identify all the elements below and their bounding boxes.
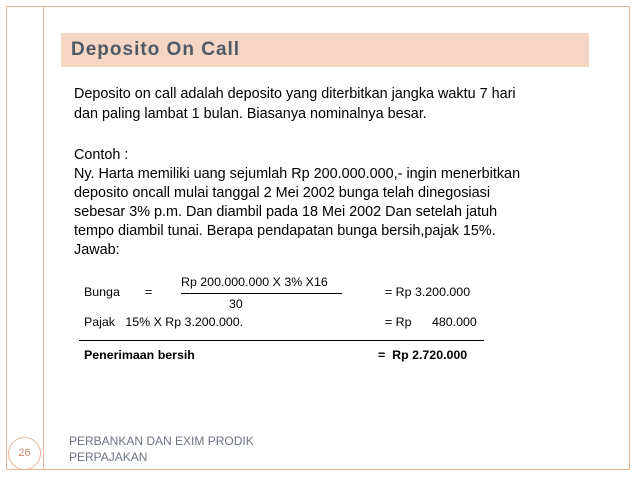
pajak-value: 480.000 [432,315,477,329]
example-line-2: Ny. Harta memiliki uang sejumlah Rp 200.000.000,- ingin menerbitkan [74,166,521,182]
page-number: 26 [18,447,31,459]
fraction-numerator: Rp 200.000.000 X 3% X16 [181,275,328,289]
bunga-equals: = [145,285,153,299]
footer-text [69,433,254,465]
bunga-label: Bunga [84,285,120,299]
fraction-denominator: 30 [229,297,243,311]
bunga-result: = Rp 3.200.000 [385,285,471,299]
page-number-badge [8,437,41,470]
example-line-1: Contoh : [74,147,129,163]
example-line-3: deposito oncall mulai tanggal 2 Mei 2002 bunga telah dinegosiasi [74,185,491,201]
pajak-label: Pajak 15% X Rp 3.200.000. [84,315,244,329]
slide-title: Deposito On Call [71,39,241,60]
fraction-bar [181,293,342,294]
example-line-5: tempo diambil tunai. Berapa pendapatan bunga bersih,pajak 15%. [74,223,496,239]
intro-line-2: dan paling lambat 1 bulan. Biasanya nominalnya besar. [74,106,427,122]
example-line-4: sebesar 3% p.m. Dan diambil pada 18 Mei 2002 Dan setelah jatuh [74,204,498,220]
left-margin-line [43,6,44,470]
intro-line-1: Deposito on call adalah deposito yang diterbitkan jangka waktu 7 hari [74,86,516,102]
footer-line-2: PERPAJAKAN [69,450,148,464]
pajak-equals: = Rp [385,315,412,329]
sum-rule [79,340,484,341]
example-line-6: Jawab: [74,242,120,258]
net-income-label: Penerimaan bersih [84,348,195,362]
title-bar [61,33,589,67]
footer-line-1: PERBANKAN DAN EXIM PRODIK [69,434,254,448]
net-income-result: = Rp 2.720.000 [378,348,468,362]
